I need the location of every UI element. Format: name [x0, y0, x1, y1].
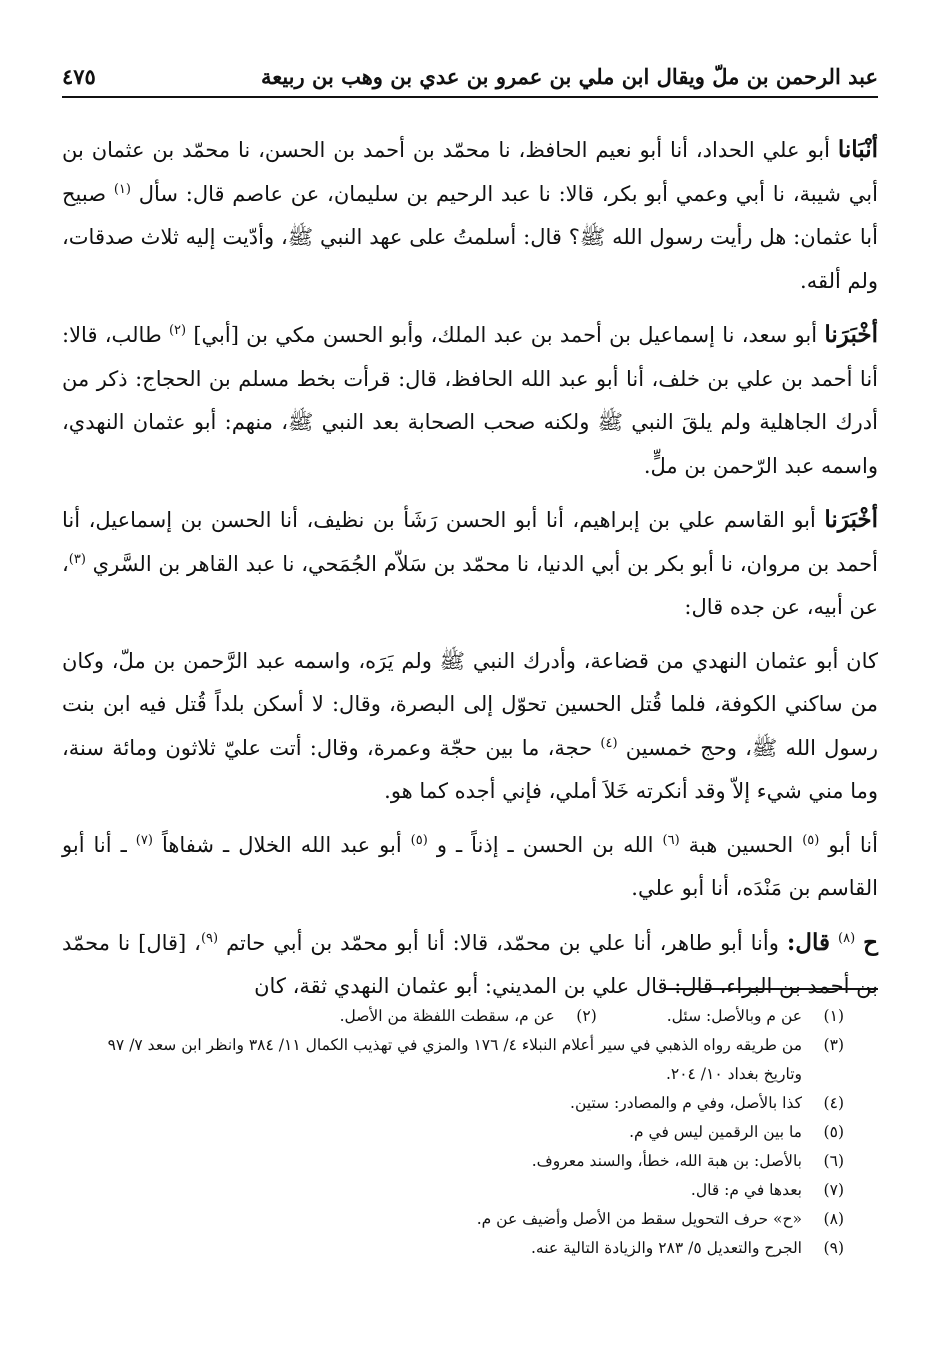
- footnote-number: (١): [823, 1007, 844, 1025]
- text-segment: وأنا أبو طاهر، أنا علي بن محمّد، قالا: أنا أبو محمّد بن أبي حاتم: [226, 930, 787, 955]
- paragraph-lead-word: أنْبَانا: [837, 136, 878, 163]
- footnote-text: «ح» حرف التحويل سقط من الأصل وأضيف عن م.: [476, 1210, 802, 1228]
- footnote-number: (٤): [823, 1094, 844, 1112]
- text-segment: طالب، قالا: أنا أحمد بن علي بن خلف، أنا أبو عبد الله الحافظ، قال: قرأت بخط مسلم بن الحجاج: ذكر من أدرك الجاهلية ولم يلقَ النبي ﷺ ولكنه صحب الصحابة بعد النبي ﷺ، منهم: أبو عثمان النهدي، واسمه عبد الرّحمن بن ملٍّ.: [62, 323, 878, 478]
- footnote-ref: (٦): [662, 832, 680, 848]
- footnote-text: من طريقه رواه الذهبي في سير أعلام النبلاء ٤/ ١٧٦ والمزي في تهذيب الكمال ١١/ ٣٨٤ وانظر ابن سعد ٧/ ٩٧ وتاريخ بغداد ١٠/ ٢٠٤.: [107, 1036, 802, 1083]
- page-number: ٤٧٥: [62, 64, 96, 89]
- footnote-number: (٩): [823, 1239, 844, 1257]
- footnote-ref: (٥): [410, 832, 428, 848]
- paragraph-2: [62, 313, 878, 488]
- footnote-item: [92, 1176, 844, 1205]
- text-segment: ، عن أبيه، عن جده قال:: [62, 551, 878, 619]
- text-segment: أبو سعد، نا إسماعيل بن أحمد بن عبد الملك، وأبو الحسن مكي بن [أبي]: [193, 323, 825, 347]
- footnote-item: [92, 1089, 844, 1118]
- text-segment: أبو علي الحداد، أنا أبو نعيم الحافظ، نا محمّد بن أحمد بن الحسن، نا محمّد بن عثمان بن أبي شيبة، نا أبي وعمي أبو بكر، قالا: نا عبد الرحيم بن سليمان، عن عاصم قال: سأل: [62, 138, 878, 206]
- text-segment: كان أبو عثمان النهدي من قضاعة، وأدرك النبي ﷺ ولم يَرَه، واسمه عبد الرَّحمن بن ملّ، وكان من ساكني الكوفة، فلما قُتل الحسين تحوّل إلى البصرة، وقال: لا أسكن بلداً قُتل فيه ابن بنت رسول الله ﷺ، وحج خمسين: [62, 648, 878, 760]
- text-segment: ، [قال] نا محمّد بن أحمد بن البراء، قال: قال علي بن المديني: أبو عثمان النهدي ثقة، كان: [62, 930, 878, 998]
- footnote-ref: (٧): [135, 832, 153, 848]
- footnote-item: [92, 1147, 844, 1176]
- text-segment: أنا أبو: [828, 832, 878, 857]
- paragraph-5: [62, 824, 878, 911]
- footnote-text: ما بين الرقمين ليس في م.: [629, 1123, 802, 1141]
- paragraph-3: [62, 498, 878, 630]
- footnote-row: [92, 1002, 844, 1031]
- footnote-ref: (٨): [838, 930, 856, 946]
- footnote-ref: (٩): [200, 930, 219, 946]
- header-divider: [62, 96, 878, 98]
- footnote-item: [92, 1205, 844, 1234]
- footnote-number: (٢): [576, 1007, 597, 1025]
- paragraph-lead-word: أخْبَرَنا: [824, 321, 878, 348]
- text-segment: الله بن الحسن ـ إذناً ـ و: [436, 832, 663, 857]
- text-segment: ـ أنا أبو القاسم بن مَنْدَه، أنا أبو علي.: [62, 832, 878, 900]
- footnote-text: بالأصل: بن هبة الله، خطأ، والسند معروف.: [531, 1152, 802, 1170]
- footnote-ref: (٢): [168, 323, 187, 338]
- footnote-ref: (٥): [802, 832, 820, 848]
- footnote-text: بعدها في م: قال.: [690, 1181, 802, 1199]
- text-segment: صبيح أبا عثمان: هل رأيت رسول الله ﷺ؟ قال: أسلمتُ على عهد النبي ﷺ، وأدّيت إليه ثلاث صدقات، ولم ألقه.: [62, 181, 878, 293]
- footnote-number: (٦): [823, 1152, 844, 1170]
- footnote-ref: (٣): [68, 551, 86, 567]
- footnote-number: (٥): [823, 1123, 844, 1141]
- paragraph-lead-word: أخْبَرَنا: [824, 506, 878, 533]
- footnote-text: عن م، سقطت اللفظة من الأصل.: [339, 1007, 555, 1025]
- footnote-number: (٣): [823, 1036, 844, 1054]
- running-title: عبد الرحمن بن ملّ ويقال ابن ملي بن عمرو بن عدي بن وهب بن ربيعة: [260, 64, 878, 89]
- paragraph-6: [62, 921, 878, 1009]
- footnotes: [92, 1002, 844, 1263]
- footnote-ref: (٤): [600, 735, 618, 751]
- footnote-item: [92, 1118, 844, 1147]
- paragraph-lead-word: قال:: [786, 928, 831, 956]
- tahwil-symbol: ح: [863, 928, 878, 956]
- footnote-number: (٨): [823, 1210, 844, 1228]
- footnote-item: [92, 1234, 844, 1263]
- footnote-text: كذا بالأصل، وفي م والمصادر: ستين.: [570, 1094, 802, 1112]
- footnote-ref: (١): [113, 181, 131, 197]
- footnote-divider: [664, 988, 878, 990]
- text-segment: حجة، ما بين حجّة وعمرة، وقال: أتت عليّ ثلاثون ومائة سنة، وما مني شيء إلاّ وقد أنكرته خَلاَ أملي، فإني أجده كما هو.: [62, 735, 878, 803]
- footnote-item: [92, 1031, 844, 1089]
- text-segment: أبو القاسم علي بن إبراهيم، أنا أبو الحسن رَشَأ بن نظيف، أنا الحسن بن إسماعيل، أنا أحمد بن مروان، نا أبو بكر بن أبي الدنيا، نا محمّد بن سَلاّم الجُمَحي، نا عبد القاهر بن السَّري: [62, 508, 878, 576]
- footnote-text: عن م وبالأصل: سئل.: [666, 1007, 802, 1025]
- footnote-number: (٧): [823, 1181, 844, 1199]
- main-text: [62, 128, 878, 1019]
- text-segment: الحسين هبة: [688, 832, 803, 857]
- paragraph-1: [62, 128, 878, 303]
- page-header: [62, 60, 878, 98]
- footnote-text: الجرح والتعديل ٥/ ٢٨٣ والزيادة التالية عنه.: [531, 1239, 802, 1257]
- text-segment: أبو عبد الله الخلال ـ شفاهاً: [161, 832, 411, 857]
- paragraph-4: [62, 640, 878, 814]
